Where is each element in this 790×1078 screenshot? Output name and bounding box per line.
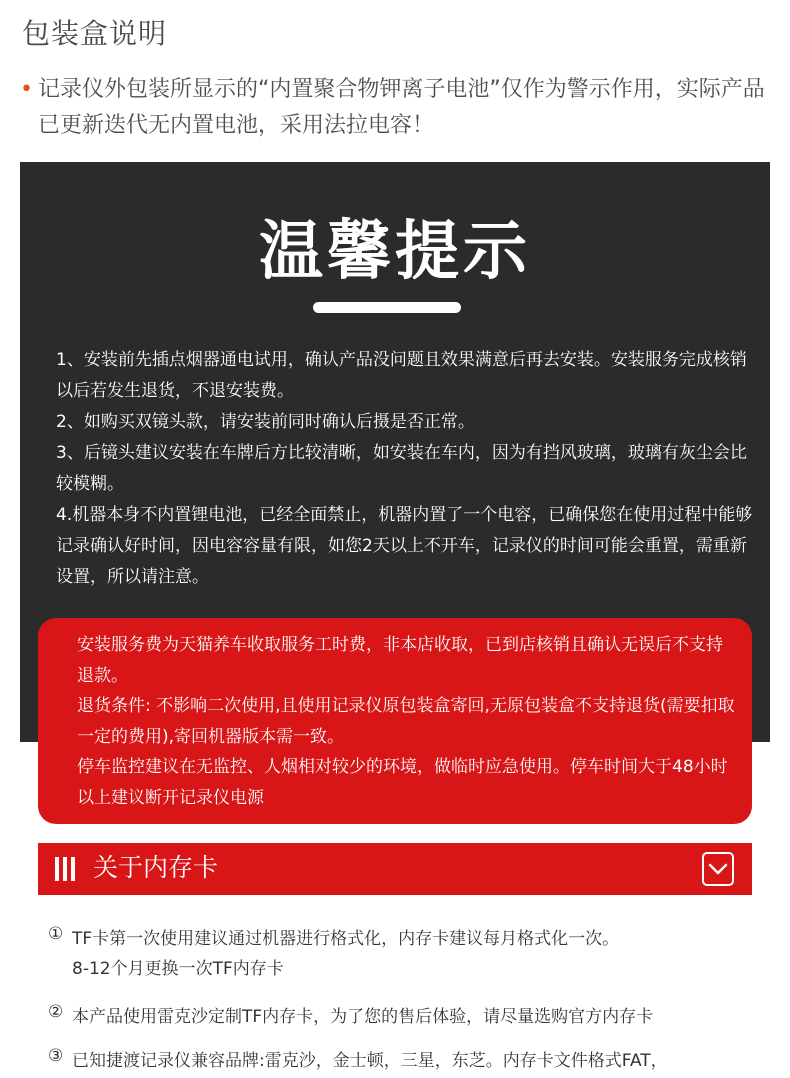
red-notice-2: 退货条件: 不影响二次使用,且使用记录仪原包装盒寄回,无原包装盒不支持退货(需要扣取一定的费用),寄回机器版本需一致。 [77,696,735,747]
red-notice-1: 安装服务费为天猫养车收取服务工时费，非本店收取，已到店核销且确认无误后不支持退款。 [77,635,723,686]
warm-tips-title: 温馨提示 [259,214,531,289]
red-notice-3: 停车监控建议在无监控、人烟相对较少的环境，做临时应急使用。停车时间大于48小时以上建议断开记录仪电源 [77,757,728,808]
title-underline-bar [313,302,461,313]
memory-card-list [48,924,748,1076]
warm-tips-list [56,345,756,593]
list-item [48,1002,748,1032]
tip-item-3: 3、后镜头建议安装在车牌后方比较清晰，如安装在车内，因为有挡风玻璃，玻璃有灰尘会比较模糊。 [56,443,747,494]
item-number: ② [48,1002,64,1022]
memory-card-title: 关于内存卡 [93,853,219,882]
red-notice-text [77,630,737,813]
item-number: ① [48,924,64,944]
item-line: 本产品使用雷克沙定制TF内存卡，为了您的售后体验，请尽量选购官方内存卡 [72,1007,654,1027]
tip-item-2: 2、如购买双镜头款，请安装前同时确认后摄是否正常。 [56,412,475,432]
item-line: 已知捷渡记录仪兼容品牌:雷克沙，金士顿，三星，东芝。内存卡文件格式FAT， [72,1051,668,1071]
bullet-dot: • [20,77,33,102]
package-notice [20,72,770,144]
tip-item-4: 4.机器本身不内置锂电池，已经全面禁止，机器内置了一个电容，已确保您在使用过程中能够记录确认好时间，因电容容量有限，如您2天以上不开车，记录仪的时间可能会重置，需重新设置，所以请注意。 [56,505,753,587]
item-line: 8-12个月更换一次TF内存卡 [72,959,284,979]
item-number: ③ [48,1046,64,1066]
list-item [48,924,748,984]
chevron-down-icon[interactable] [702,852,734,886]
tip-item-1: 1、安装前先插点烟器通电试用，确认产品没问题且效果满意后再去安装。安装服务完成核销以后若发生退货，不退安装费。 [56,350,747,401]
package-notice-text: 记录仪外包装所显示的“内置聚合物钾离子电池”仅作为警示作用，实际产品已更新迭代无内置电池，采用法拉电容！ [38,77,765,138]
list-item [48,1046,748,1076]
three-vertical-bars-icon [55,857,75,881]
page-title: 包装盒说明 [22,17,168,50]
item-line: TF卡第一次使用建议通过机器进行格式化，内存卡建议每月格式化一次。 [72,929,620,949]
